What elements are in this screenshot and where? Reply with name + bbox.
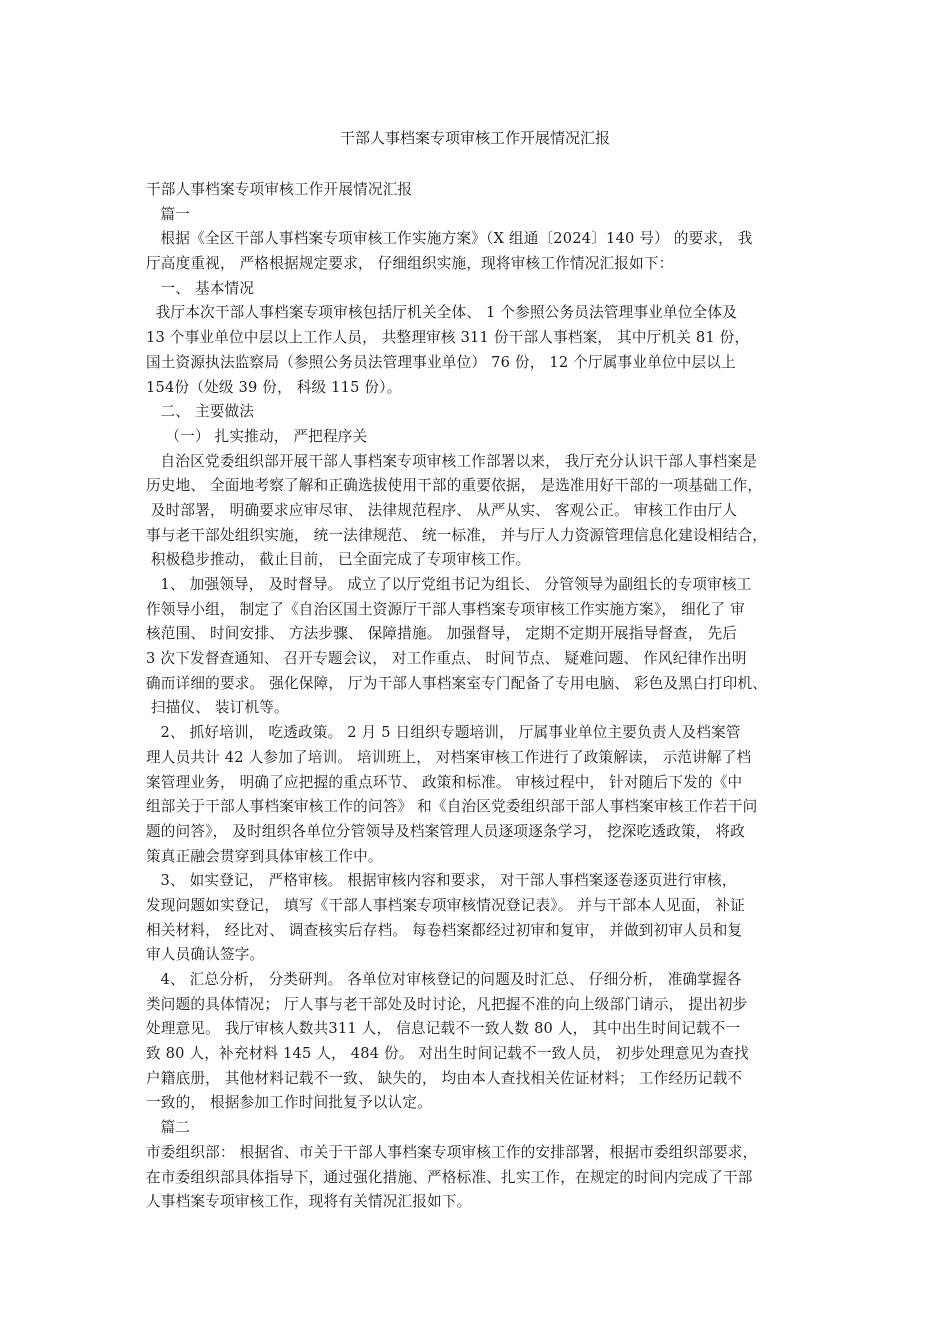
text-line: 处理意见。 我厅审核人数共311 人， 信息记载不一致人数 80 人， 其中出生时间记载不一 — [146, 1020, 741, 1038]
text-line: 在市委组织部具体指导下，通过强化措施、严格标准、扎实工作，在规定的时间内完成了干部 — [146, 1168, 753, 1186]
text-line: 干部人事档案专项审核工作开展情况汇报 — [146, 181, 413, 198]
text-line: 根据《全区干部人事档案专项审核工作实施方案》（X 组通〔2024〕140 号） 的要求， 我 — [146, 230, 753, 248]
text-line: 篇一 — [146, 205, 191, 223]
text-line: 一致的， 根据参加工作时间批复予以认定。 — [146, 1094, 432, 1112]
text-line: 历史地、 全面地考察了解和正确选拔使用干部的重要依据， 是选准用好干部的一项基础工作， — [146, 477, 763, 495]
text-line: 组部关于干部人事档案审核工作的问答》 和《自治区党委组织部干部人事档案审核工作若干问 — [146, 798, 758, 816]
text-line: 3 次下发督查通知、 召开专题会议， 对工作重点、 时间节点、 疑难问题、 作风纪律作出明 — [146, 650, 747, 668]
text-line: 及时部署， 明确要求应审尽审、 法律规范程序、 从严从实、 客观公正。 审核工作由厅人 — [146, 501, 738, 519]
text-line: （一） 扎实推动， 严把程序关 — [146, 427, 368, 445]
text-line: 致 80 人，补充材料 145 人， 484 份。 对出生时间记载不一致人员， 初步处理意见为查找 — [146, 1045, 749, 1063]
text-line: 154份（处级 39 份， 科级 115 份）。 — [146, 378, 402, 396]
text-line: 人事档案专项审核工作，现将有关情况汇报如下。 — [146, 1193, 472, 1211]
text-line: 核范围、 时间安排、 方法步骤、 保障措施。 加强督导， 定期不定期开展指导督查， 先后 — [146, 625, 738, 643]
text-line: 相关材料， 经比对、 调查核实后存档。 每卷档案都经过初审和复审， 并做到初审人员和复 — [146, 921, 743, 939]
text-line: 发现问题如实登记， 填写《干部人事档案专项审核情况登记表》。 并与干部本人见面， 补证 — [146, 896, 745, 914]
text-line: 篇二 — [146, 1119, 191, 1137]
text-line: 我厅本次干部人事档案专项审核包括厅机关全体、 1 个参照公务员法管理事业单位全体及 — [146, 304, 738, 322]
text-line: 户籍底册， 其他材料记载不一致、 缺失的， 均由本人查找相关佐证材料； 工作经历记载不 — [146, 1069, 743, 1087]
text-line: 13 个事业单位中层以上工作人员， 共整理审核 311 份干部人事档案， 其中厅机关 81 份， — [146, 329, 750, 347]
text-line: 类问题的具体情况； 厅人事与老干部处及时讨论，凡把握不准的向上级部门请示， 提出初步 — [146, 995, 748, 1013]
text-line: 3、 如实登记， 严格审核。 根据审核内容和要求， 对干部人事档案逐卷逐页进行审核， — [146, 872, 737, 890]
text-line: 一、 基本情况 — [146, 279, 255, 297]
text-line: 积极稳步推动， 截止目前， 已全面完成了专项审核工作。 — [146, 551, 531, 569]
text-line: 二、 主要做法 — [146, 403, 255, 421]
text-line: 案管理业务， 明确了应把握的重点环节、 政策和标准。 审核过程中， 针对随后下发的《中 — [146, 773, 743, 791]
text-line: 厅高度重视， 严格根据规定要求， 仔细组织实施，现将审核工作情况汇报如下： — [146, 255, 674, 273]
text-line: 自治区党委组织部开展干部人事档案专项审核工作部署以来， 我厅充分认识干部人事档案是 — [146, 452, 758, 470]
text-line: 确而详细的要求。 强化保障， 厅为干部人事档案室专门配备了专用电脑、 彩色及黑白打印机、 — [146, 674, 768, 692]
document-body — [146, 178, 826, 1215]
text-line: 4、 汇总分析， 分类研判。 各单位对审核登记的问题及时汇总、 仔细分析， 准确掌握各 — [146, 971, 742, 988]
text-line: 1、 加强领导， 及时督导。 成立了以厅党组书记为组长、 分管领导为副组长的专项审核工 — [146, 576, 752, 593]
document-title: 干部人事档案专项审核工作开展情况汇报 — [339, 129, 610, 147]
text-line: 理人员共计 42 人参加了培训。 培训班上， 对档案审核工作进行了政策解读， 示范讲解了档 — [146, 748, 752, 766]
text-line: 事与老干部处组织实施， 统一法律规范、 统一标准， 并与厅人力资源管理信息化建设相结合， — [146, 526, 768, 544]
text-line: 题的问答》， 及时组织各单位分管领导及档案管理人员逐项逐条学习， 挖深吃透政策， 将政 — [146, 822, 745, 840]
text-line: 作领导小组， 制定了《自治区国土资源厅干部人事档案专项审核工作实施方案》， 细化了 审 — [146, 600, 745, 618]
text-line: 策真正融会贯穿到具体审核工作中。 — [146, 847, 383, 865]
text-line: 扫描仪、 装订机等。 — [146, 699, 289, 717]
text-line: 审人员确认签字。 — [146, 946, 265, 964]
text-line: 市委组织部： 根据省、市关于干部人事档案专项审核工作的安排部署，根据市委组织部要求， — [146, 1143, 758, 1161]
text-line: 2、 抓好培训， 吃透政策。 2 月 5 日组织专题培训， 厅属事业单位主要负责人及档案管 — [146, 724, 741, 742]
text-line: 国土资源执法监察局（参照公务员法管理事业单位） 76 份， 12 个厅属事业单位中层以上 — [146, 353, 736, 371]
